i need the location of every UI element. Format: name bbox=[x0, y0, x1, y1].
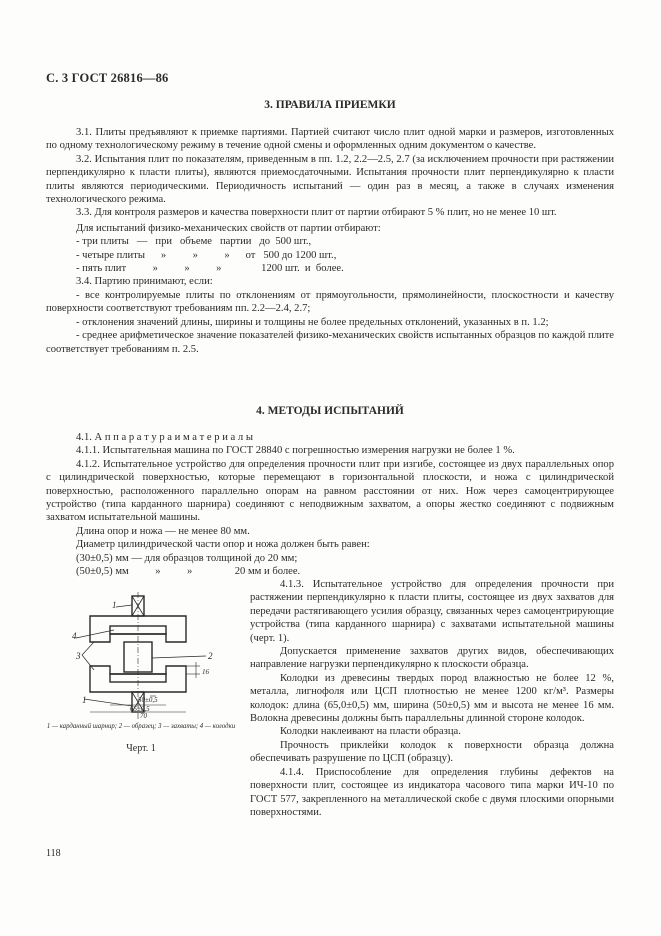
paragraph: 3.4. Партию принимают, если: bbox=[76, 276, 213, 288]
specimen bbox=[124, 642, 152, 672]
page-header: С. 3 ГОСТ 26816—86 bbox=[46, 71, 169, 85]
paragraph: 4.1.4. Приспособление для определения глубины дефектов на поверхности плит, состоящее из индикатора часового типа марки ИЧ-10 по ГОСТ 577, закрепленного на металлической скобе с двумя плоскими опорными поверхностями. bbox=[250, 766, 614, 818]
paragraph: Длина опор и ножа — не менее 80 мм. bbox=[76, 525, 250, 537]
label-16: 16 bbox=[202, 668, 209, 676]
list-item: - три плиты — при объеме партии до 500 шт., bbox=[76, 236, 312, 248]
paragraph: Колодки наклеивают на пласти образца. bbox=[280, 726, 461, 738]
label-1-bottom: 1 bbox=[82, 695, 87, 705]
section-3-title: 3. ПРАВИЛА ПРИЕМКИ bbox=[264, 99, 396, 111]
dim-outer: 70 bbox=[140, 712, 147, 720]
paragraph: Диаметр цилиндрической части опор и ножа должен быть равен: bbox=[76, 539, 370, 551]
section-4-title: 4. МЕТОДЫ ИСПЫТАНИЙ bbox=[256, 405, 404, 417]
paragraph: Прочность приклейки колодок к поверхности образца должна обеспечивать разрушение по ЦСП (образцу). bbox=[250, 739, 614, 765]
label-2: 2 bbox=[208, 651, 213, 661]
section-4-right-column bbox=[250, 578, 614, 819]
paragraph: Колодки из древесины твердых пород влажностью не более 12 %, металла, лигнофоля или ЦСП плотностью не менее 1200 кг/м³. Размеры колодок: длина (65,0±0,5) мм, ширина (50±0,5) мм и высота не менее 16 мм. Волокна древесины должны быть параллельны длинной стороне колодок. bbox=[250, 672, 614, 725]
page-number: 118 bbox=[46, 848, 61, 859]
list-item: - пять плит » » » 1200 шт. и более. bbox=[76, 263, 344, 275]
paragraph: Допускается применение захватов других видов, обеспечивающих направление нагрузки перпендикулярно к плоскости образца. bbox=[250, 646, 614, 671]
section-3-body bbox=[46, 126, 614, 356]
paragraph: (50±0,5) мм » » 20 мм и более. bbox=[76, 566, 301, 578]
list-item: - среднее арифметическое значение показателей физико-механических свойств испытанных образцов по каждой плите соответствует требованиям п. 2.5. bbox=[46, 330, 614, 355]
list-item: - отклонения значений длины, ширины и толщины не более предельных отклонений, указанных в п. 1.2; bbox=[76, 316, 549, 328]
paragraph: (30±0,5) мм — для образцов толщиной до 20 мм; bbox=[76, 552, 298, 564]
paragraph: 4.1.3. Испытательное устройство для определения прочности при растяжении перпендикулярно к пласти плиты, состоящее из двух захватов для передачи растягивающего усилия образцу, связанных через самоцентрирующие устройства (типа карданного шарнира) с захватами испытательной машины (черт. 1). bbox=[250, 579, 614, 644]
figure-title: Черт. 1 bbox=[126, 743, 156, 754]
dim-inner: 50±0,5 bbox=[138, 696, 158, 704]
dim-mid: 65±0,5 bbox=[130, 705, 150, 713]
label-4: 4 bbox=[72, 631, 77, 641]
paragraph: 3.2. Испытания плит по показателям, приведенным в пп. 1.2, 2.2—2.5, 2.7 (за исключением прочности при растяжении перпендикулярно к пласти плиты), являются приемосдаточными. Испытания прочности плит перпендикулярно к пласти плиты являются периодическими. Периодичность испытаний — один раз в месяц, а также в случаях изменения технологического режима. bbox=[46, 153, 614, 206]
label-1-top: 1 bbox=[112, 600, 117, 610]
paragraph: 4.1.1. Испытательная машина по ГОСТ 28840 с погрешностью измерения нагрузки не более 1 %. bbox=[76, 445, 515, 457]
paragraph: 3.1. Плиты предъявляют к приемке партиями. Партией считают число плит одной марки и размеров, изготовленных по одному технологическому режиму в течение одной смены и оформленных одним документом о качестве. bbox=[46, 127, 614, 152]
figure-caption: 1 — карданный шарнир; 2 — образец; 3 — захваты; 4 — колодки bbox=[46, 723, 236, 730]
paragraph: 4.1. А п п а р а т у р а и м а т е р и а л ы bbox=[76, 432, 253, 443]
paragraph: 3.3. Для контроля размеров и качества поверхности плит от партии отбирают 5 % плит, но не менее 10 шт. bbox=[76, 207, 557, 219]
list-item: - все контролируемые плиты по отклонениям от прямоугольности, прямолинейности, плоскостности и качеству поверхности соответствуют требованиям пп. 2.2—2.4, 2.7; bbox=[46, 289, 614, 315]
section-4-body bbox=[46, 431, 614, 578]
label-3: 3 bbox=[76, 651, 81, 661]
list-item: - четыре плиты » » » от 500 до 1200 шт., bbox=[76, 249, 337, 261]
paragraph: Для испытаний физико-механических свойств от партии отбирают: bbox=[76, 222, 381, 234]
paragraph: 4.1.2. Испытательное устройство для определения прочности плит при изгибе, состоящее из двух параллельных опор с цилиндрической поверхностью, которые перемещают в горизонтальной плоскости, и ножа с цилиндрической поверхностью, расположенного параллельно опорам на равном расстоянии от них. Нож через самоцентрирующее устройство (типа карданного шарнира) соединяют с неподвижным захватом, а опоры жестко соединяют с подвижным захватом испытательной машины. bbox=[46, 458, 614, 524]
